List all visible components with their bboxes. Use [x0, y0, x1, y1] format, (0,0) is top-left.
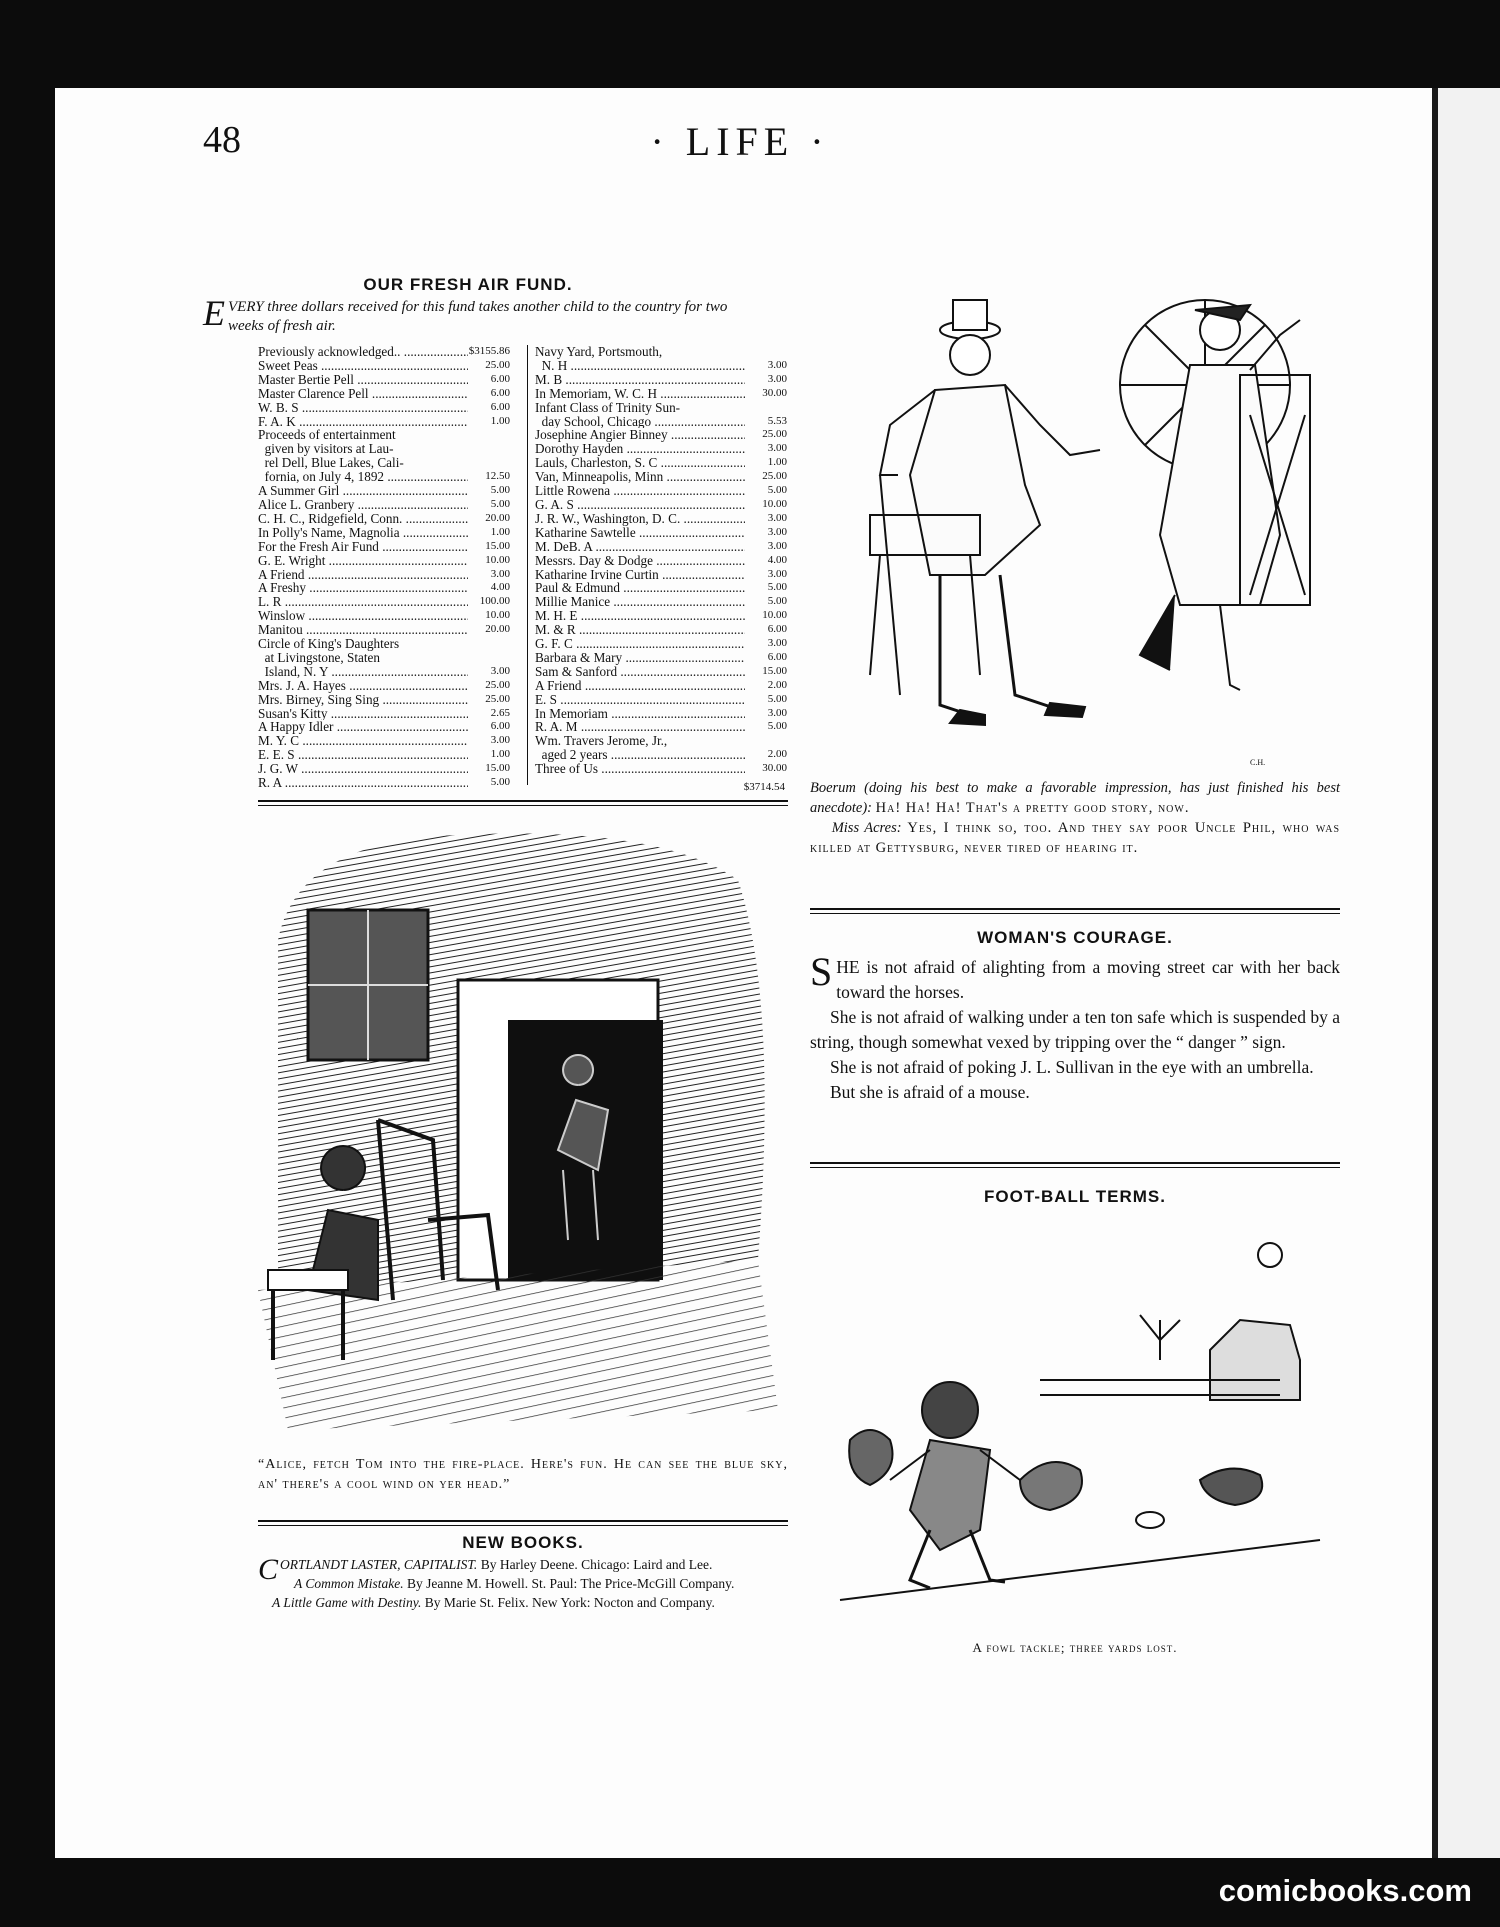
fund-entry-amount: 5.00 [490, 484, 510, 497]
fund-entry-name: Van, Minneapolis, Minn ..... [535, 470, 745, 484]
fund-entry-amount: 2.00 [767, 748, 787, 761]
fund-entry-amount: 3.00 [490, 567, 510, 580]
miss-acres-line: Yes, I think so, too. And they say poor Uncle Phil, who was killed at Gettysburg, never tired of hearing it. [810, 820, 1341, 856]
fund-entry-amount: 5.00 [490, 497, 510, 510]
fund-entry-amount: 1.00 [490, 748, 510, 761]
fund-entry [535, 540, 787, 554]
fund-entry-amount: 3.00 [767, 567, 787, 580]
fund-entry [535, 401, 787, 415]
fund-entry [258, 748, 510, 762]
fund-entry [258, 526, 510, 540]
fund-entry-name: Three of Us ..... [535, 762, 745, 776]
fund-entry [535, 762, 787, 776]
fund-entry [535, 748, 787, 762]
fund-entry [535, 498, 787, 512]
fund-entry-name: In Memoriam ..... [535, 707, 745, 721]
fund-entry-amount: 4.00 [490, 581, 510, 594]
womans-courage-text [810, 949, 1340, 1105]
fund-entry [258, 609, 510, 623]
fund-entry-amount: 30.00 [762, 386, 787, 399]
fund-entry [258, 345, 510, 359]
divider-rule [258, 1520, 788, 1526]
fund-entry-name: E. S ..... [535, 693, 745, 707]
fund-entry [535, 415, 787, 429]
fund-entry-name: R. A. M ..... [535, 720, 745, 734]
fund-entry [535, 470, 787, 484]
divider-rule [810, 1162, 1340, 1168]
new-books-text [258, 1553, 788, 1614]
fund-entry-amount: 5.00 [767, 595, 787, 608]
fund-entry-amount: 3.00 [767, 442, 787, 455]
fund-entry-amount: 3.00 [767, 358, 787, 371]
fund-entry-name: Island, N. Y ..... [258, 665, 468, 679]
fund-entry-name: A Happy Idler ..... [258, 720, 468, 734]
fund-entry-name: Infant Class of Trinity Sun- [535, 400, 681, 415]
football-title: FOOT-BALL TERMS. [984, 1187, 1166, 1206]
fund-entry-amount [468, 637, 510, 651]
fund-entry-name: M. DeB. A ..... [535, 540, 745, 554]
fund-entry-amount: 5.00 [767, 720, 787, 733]
fund-entry-amount: 20.00 [485, 623, 510, 636]
fund-entry-name: Circle of King's Daughters [258, 637, 400, 651]
site-watermark: comicbooks.com [1218, 1873, 1472, 1908]
fund-entry-name: W. B. S ..... [258, 401, 468, 415]
fund-entry-name: M. H. E ..... [535, 609, 745, 623]
fund-entry-name: Navy Yard, Portsmouth, [535, 345, 663, 359]
fund-entry-amount: 3.00 [490, 664, 510, 677]
intro-dropcap: E [203, 293, 225, 333]
fund-entry-amount: 15.00 [485, 539, 510, 552]
fund-entry-amount: 20.00 [485, 511, 510, 524]
fund-entry [535, 512, 787, 526]
fund-entry-name: Barbara & Mary ..... [535, 651, 745, 665]
fund-entry-amount [468, 428, 510, 442]
courage-p4: But she is afraid of a mouse. [830, 1082, 1030, 1102]
fund-entry [535, 373, 787, 387]
fund-entry-name: Katharine Sawtelle ..... [535, 526, 745, 540]
masthead: · LIFE · [650, 119, 830, 164]
fresh-air-fund-intro [203, 293, 733, 336]
fund-entry [535, 595, 787, 609]
fund-entry-amount: 2.65 [490, 706, 510, 719]
fund-entry-name: J. R. W., Washington, D. C. ..... [535, 512, 745, 526]
fund-entry-amount: 25.00 [485, 678, 510, 691]
fund-entry [258, 387, 510, 401]
courage-p3: She is not afraid of poking J. L. Sullivan in the eye with an umbrella. [830, 1057, 1314, 1077]
courage-p1: HE is not afraid of alighting from a moving street car with her back toward the horses. [836, 957, 1340, 1002]
page-number: 48 [203, 119, 241, 161]
fund-entry-name: F. A. K ..... [258, 415, 468, 429]
fund-entry-amount: 1.00 [490, 525, 510, 538]
fund-entry [258, 401, 510, 415]
fund-entry [535, 568, 787, 582]
football-caption: A fowl tackle; three yards lost. [972, 1640, 1178, 1655]
speaker-miss-acres: Miss Acres: [831, 820, 902, 836]
fund-entry-name: Sam & Sanford ..... [535, 665, 745, 679]
fund-entry-amount [468, 651, 510, 665]
fund-entry-amount: 6.00 [490, 372, 510, 385]
fireplace-caption: “Alice, fetch Tom into the fire-place. Here's fun. He can see the blue sky, an' there's a cool wind on yer head.” [258, 1457, 788, 1492]
fund-entry-amount: 3.00 [767, 706, 787, 719]
fund-entry-amount: 100.00 [479, 595, 510, 608]
fund-entry [535, 651, 787, 665]
intro-text: VERY three dollars received for this fund takes another child to the country for two weeks of fresh air. [228, 299, 728, 334]
fund-entry-name: G. E. Wright ..... [258, 554, 468, 568]
fund-entry-amount: 3.00 [767, 525, 787, 538]
fund-entry-amount: 12.50 [485, 470, 510, 483]
fund-entry-name: Previously acknowledged.. ..... [258, 345, 468, 359]
fund-entry [535, 526, 787, 540]
fund-entry-name: given by visitors at Lau- [258, 442, 394, 457]
boerum-line: Ha! Ha! Ha! That's a pretty good story, now. [875, 800, 1190, 816]
fund-entry [535, 428, 787, 442]
fund-entry [258, 776, 510, 790]
fund-entry-amount: 6.00 [767, 623, 787, 636]
fund-entry-amount: 6.00 [490, 400, 510, 413]
fund-entry-name: Wm. Travers Jerome, Jr., [535, 734, 668, 749]
fund-entry-name: R. A ..... [258, 776, 468, 790]
fund-entry-name: G. F. C ..... [535, 637, 745, 651]
fund-entry-name: Susan's Kitty ..... [258, 707, 468, 721]
fund-entry [258, 498, 510, 512]
fund-entry-amount: 3.00 [767, 372, 787, 385]
fund-entry-name: A Friend ..... [258, 568, 468, 582]
book3-title: A Little Game with Destiny. [272, 1595, 422, 1610]
fund-entry-amount: 10.00 [485, 609, 510, 622]
fund-entry [258, 637, 510, 651]
new-books-title: NEW BOOKS. [462, 1533, 584, 1552]
fund-entry [258, 720, 510, 734]
fund-entry-name: A Summer Girl ..... [258, 484, 468, 498]
fund-entry [258, 568, 510, 582]
fund-entry-name: C. H. C., Ridgefield, Conn. ..... [258, 512, 468, 526]
fund-entry [258, 484, 510, 498]
fund-entry-amount: 5.00 [490, 776, 510, 789]
fund-entry [258, 470, 510, 484]
fund-entry-name: M. Y. C ..... [258, 734, 468, 748]
fund-entry-amount [745, 401, 787, 415]
fund-entry-name: Winslow ..... [258, 609, 468, 623]
fund-entry-name: Master Clarence Pell ..... [258, 387, 468, 401]
fund-total: $3714.54 [743, 781, 785, 793]
fund-entry-name: J. G. W ..... [258, 762, 468, 776]
fund-entry [258, 762, 510, 776]
fund-entry [258, 679, 510, 693]
fund-entry-name: G. A. S ..... [535, 498, 745, 512]
fund-entry [535, 359, 787, 373]
divider-rule [810, 908, 1340, 914]
fund-entry-name: Mrs. Birney, Sing Sing ..... [258, 693, 468, 707]
fund-entry-amount: 6.00 [490, 720, 510, 733]
fund-entry-amount: 1.00 [767, 456, 787, 469]
fund-entry-amount: 25.00 [762, 470, 787, 483]
fund-entry-amount: 3.00 [767, 511, 787, 524]
fund-entry-amount [745, 345, 787, 359]
fund-entry-name: A Friend ..... [535, 679, 745, 693]
fund-entry-amount: 2.00 [767, 678, 787, 691]
fund-entry-name: Master Bertie Pell ..... [258, 373, 468, 387]
fund-entry [258, 665, 510, 679]
fund-entry-name: rel Dell, Blue Lakes, Cali- [258, 456, 404, 471]
fund-entry [535, 484, 787, 498]
fund-entry [535, 707, 787, 721]
fund-entry-name: aged 2 years ..... [535, 748, 745, 762]
fund-entry-name: Sweet Peas ..... [258, 359, 468, 373]
stage-direction: (doing his best to make a favorable impression, has just finished his best anecdote): [810, 780, 1340, 816]
fund-entry-name: Dorothy Hayden ..... [535, 442, 745, 456]
fund-entry [535, 387, 787, 401]
fund-entry-name: M. & R ..... [535, 623, 745, 637]
fund-entry-amount: 3.00 [767, 637, 787, 650]
fund-entry [535, 345, 787, 359]
fund-entry [258, 428, 510, 442]
fund-entry-name: fornia, on July 4, 1892 ..... [258, 470, 468, 484]
fund-entry-amount: 1.00 [490, 414, 510, 427]
fund-entry [535, 637, 787, 651]
fund-entry-amount: 10.00 [762, 497, 787, 510]
fund-entry [535, 665, 787, 679]
fund-entry-amount: 10.00 [762, 609, 787, 622]
fund-entry [258, 415, 510, 429]
fund-entry-name: Manitou ..... [258, 623, 468, 637]
fund-entry-name: Lauls, Charleston, S. C ..... [535, 456, 745, 470]
book3-details: By Marie St. Felix. New York: Nocton and Company. [421, 1595, 715, 1610]
football-illustration [830, 1210, 1330, 1620]
fund-entry [258, 554, 510, 568]
fund-entry [258, 707, 510, 721]
fund-entry [258, 512, 510, 526]
fund-entry-amount: 3.00 [490, 734, 510, 747]
fund-list-right [535, 345, 787, 776]
fund-entry-amount: 25.00 [762, 428, 787, 441]
fund-entry [535, 623, 787, 637]
fund-entry [258, 442, 510, 456]
fund-entry-name: Paul & Edmund ..... [535, 581, 745, 595]
fund-entry [535, 720, 787, 734]
boerum-caption [810, 778, 1340, 858]
fund-entry-name: Little Rowena ..... [535, 484, 745, 498]
fund-entry-amount [468, 442, 510, 456]
fund-entry-name: M. B ..... [535, 373, 745, 387]
courage-p2: She is not afraid of walking under a ten ton safe which is suspended by a string, though somewhat vexed by tripping over the “ danger ” sign. [810, 1007, 1340, 1052]
fund-entry [258, 359, 510, 373]
fund-entry-amount: 15.00 [485, 762, 510, 775]
fund-entry-amount [745, 734, 787, 748]
fund-entry-amount: 5.53 [767, 414, 787, 427]
fund-entry-amount: 6.00 [490, 386, 510, 399]
boerum-courtship-illustration [810, 275, 1340, 775]
fund-entry-name: In Memoriam, W. C. H ..... [535, 387, 745, 401]
fund-entry-amount: 10.00 [485, 553, 510, 566]
fund-entry [535, 554, 787, 568]
fund-entry-name: Millie Manice ..... [535, 595, 745, 609]
book1-details: By Harley Deene. Chicago: Laird and Lee. [477, 1557, 713, 1572]
fund-entry [535, 609, 787, 623]
column-divider [527, 345, 528, 785]
book1-title: ORTLANDT LASTER, CAPITALIST. [280, 1557, 478, 1572]
fund-entry [258, 693, 510, 707]
fund-entry [258, 651, 510, 665]
fund-entry-name: E. E. S ..... [258, 748, 468, 762]
fund-entry [258, 373, 510, 387]
fund-entry-name: Proceeds of entertainment [258, 428, 396, 443]
book2-details: By Jeanne M. Howell. St. Paul: The Price-McGill Company. [403, 1576, 735, 1591]
fund-entry-amount: 30.00 [762, 762, 787, 775]
fund-entry-name: Mrs. J. A. Hayes ..... [258, 679, 468, 693]
fund-entry [535, 581, 787, 595]
fireplace-illustration [258, 820, 788, 1450]
fund-entry-name: A Freshy ..... [258, 581, 468, 595]
fund-entry-amount: $3155.86 [468, 345, 510, 357]
fund-entry-amount: 5.00 [767, 581, 787, 594]
fund-list-left [258, 345, 510, 790]
fund-entry-name: In Polly's Name, Magnolia ..... [258, 526, 468, 540]
fund-entry-name: Josephine Angier Binney ..... [535, 428, 745, 442]
fund-entry [535, 693, 787, 707]
fund-entry-amount: 3.00 [767, 539, 787, 552]
fund-entry [258, 456, 510, 470]
fund-entry-name: Alice L. Granbery ..... [258, 498, 468, 512]
svg-text:C.H.: C.H. [1250, 758, 1266, 767]
fund-entry-amount: 25.00 [485, 692, 510, 705]
fund-entry-name: For the Fresh Air Fund ..... [258, 540, 468, 554]
fund-entry [535, 679, 787, 693]
fund-entry [258, 540, 510, 554]
fund-entry [258, 623, 510, 637]
womans-courage-title: WOMAN'S COURAGE. [977, 928, 1173, 947]
fund-entry [535, 442, 787, 456]
fund-entry-amount [468, 456, 510, 470]
fund-entry-amount: 15.00 [762, 664, 787, 677]
fund-entry [535, 734, 787, 748]
book2-title: A Common Mistake. [294, 1576, 404, 1591]
fund-entry-name: day School, Chicago ..... [535, 415, 745, 429]
fund-entry [535, 456, 787, 470]
books-dropcap: C [258, 1553, 279, 1586]
divider-rule [258, 800, 788, 806]
fund-entry-amount: 25.00 [485, 358, 510, 371]
fund-entry-amount: 6.00 [767, 650, 787, 663]
fund-entry [258, 581, 510, 595]
fund-entry-amount: 4.00 [767, 553, 787, 566]
courage-dropcap: S [810, 949, 833, 994]
fund-entry [258, 595, 510, 609]
fund-entry-name: Messrs. Day & Dodge ..... [535, 554, 745, 568]
fund-entry-amount: 5.00 [767, 484, 787, 497]
fund-entry-name: L. R ..... [258, 595, 468, 609]
fund-entry [258, 734, 510, 748]
fund-entry-amount: 5.00 [767, 692, 787, 705]
fund-entry-name: Katharine Irvine Curtin ..... [535, 568, 745, 582]
speaker-boerum: Boerum [810, 780, 856, 796]
fresh-air-fund-title: OUR FRESH AIR FUND. [363, 275, 573, 294]
fund-entry-name: N. H ..... [535, 359, 745, 373]
adjacent-page-edge [1432, 88, 1500, 1858]
fund-entry-name: at Livingstone, Staten [258, 650, 380, 665]
